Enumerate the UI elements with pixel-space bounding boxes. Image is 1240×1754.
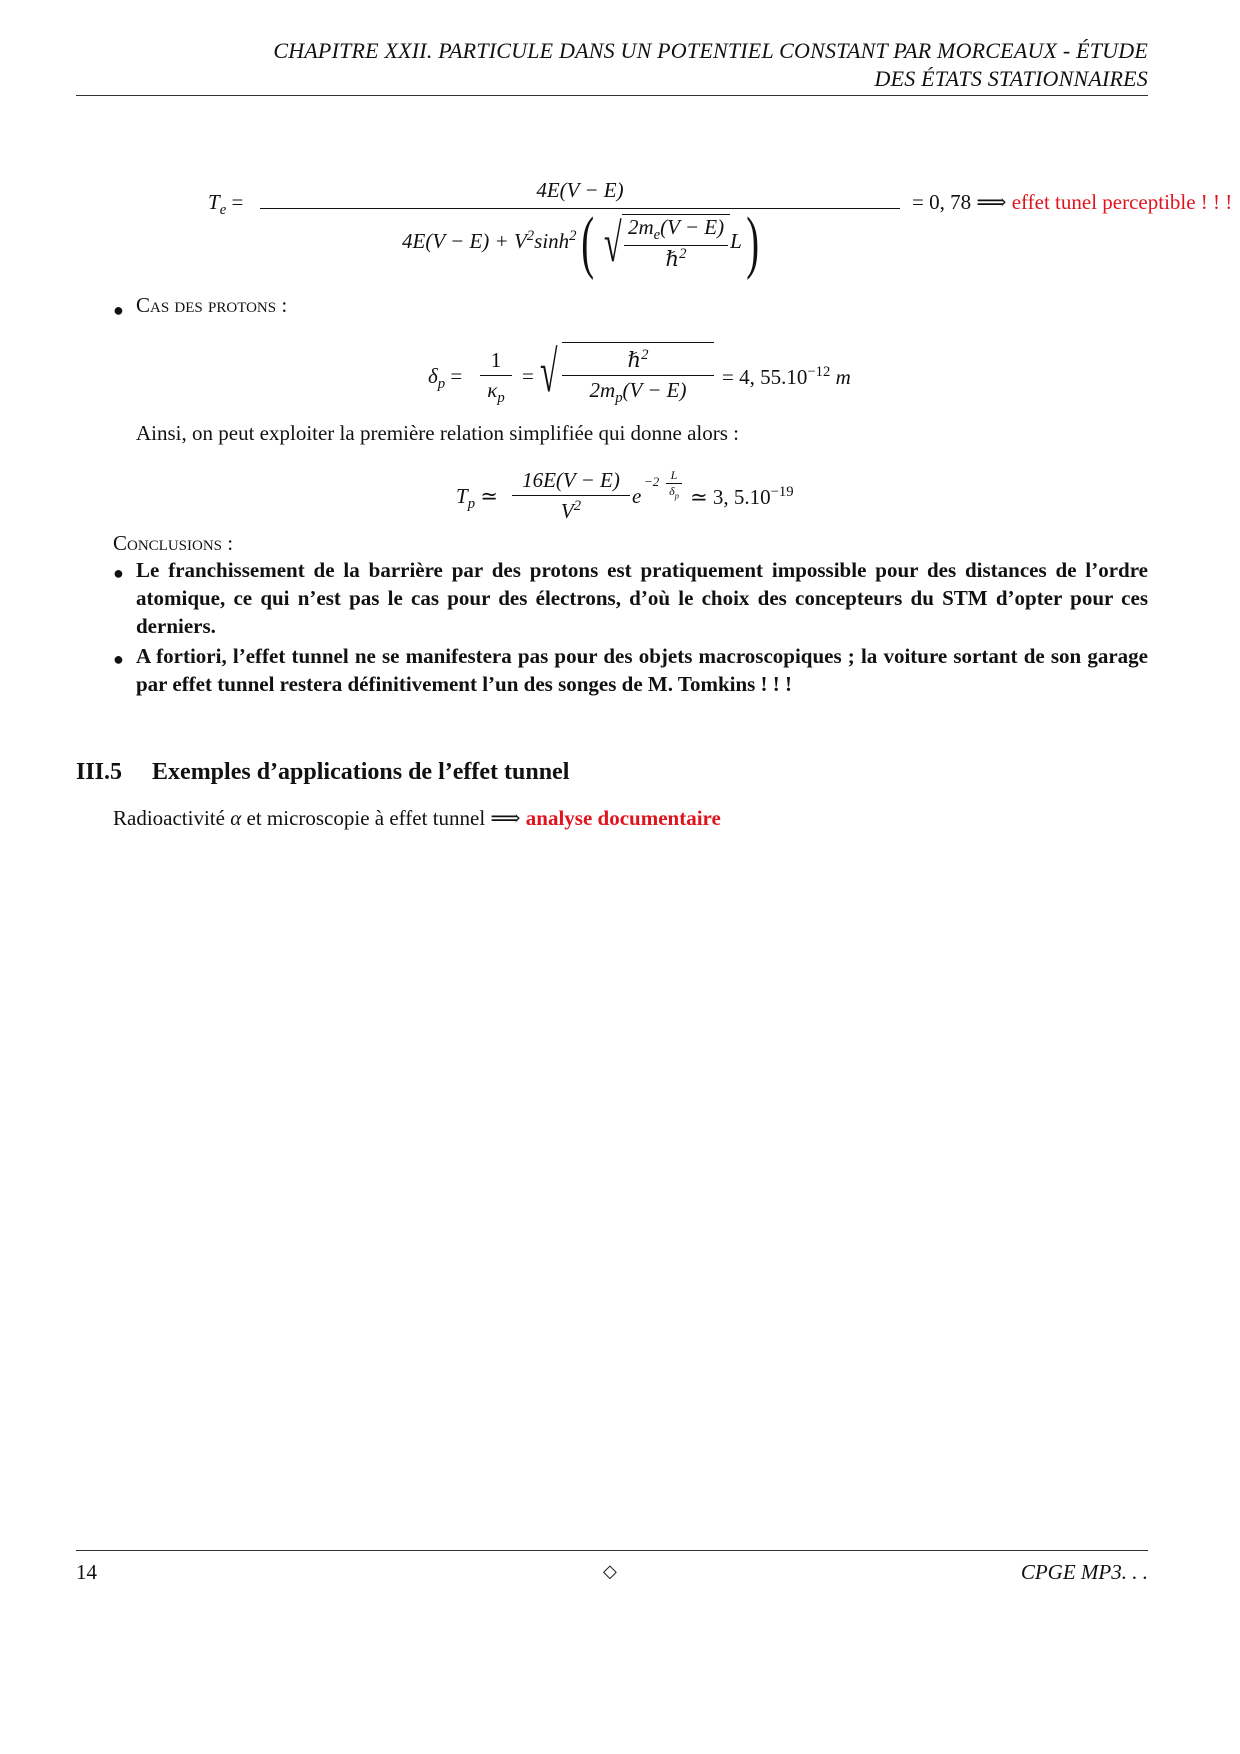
equation-delta-p: $\delta_p$ = 1 $\kappa_p$ = √ ℏ$^2$ $2m_p(V - E)$ = 4, $55.10^{-12}$ m xyxy=(428,339,851,407)
equation-tp: $T_p$ ≃ 16E(V − E) $V^2$ e −2 L $\delta_p$ ≃ 3, $5.10^{-19}$ xyxy=(456,468,794,523)
equation-te xyxy=(208,178,1233,288)
te-lhs: $T_e$ = xyxy=(208,190,244,219)
protons-heading: Cas des protons : xyxy=(136,293,288,317)
footer-rule xyxy=(76,1550,1148,1551)
section-paragraph: Radioactivité α et microscopie à effet tunnel ⟹ analyse documentaire xyxy=(113,806,721,830)
alpha-symbol: α xyxy=(230,806,242,830)
conclusion-item-1: Le franchissement de la barrière par des protons est pratiquement impossible pour des distances de l’ordre atomique, ce qui n’est pas le cas pour des électrons, d’où le choix des concepteurs du STM d’opter pour ces derniers. xyxy=(136,558,1148,638)
conclusions-heading: Conclusions : xyxy=(113,531,234,555)
footer-diamond-icon: ◇ xyxy=(603,1561,617,1581)
bullet-conclusion-2: ● xyxy=(113,649,124,669)
ainsi-paragraph: Ainsi, on peut exploiter la première relation simplifiée qui donne alors : xyxy=(136,421,740,445)
te-fraction xyxy=(260,178,900,281)
analyse-documentaire-link[interactable]: analyse documentaire xyxy=(525,806,721,830)
te-numerator: 4E(V − E) xyxy=(260,178,900,209)
section-heading xyxy=(76,759,569,786)
header-rule xyxy=(76,95,1148,96)
bullet-protons: ● xyxy=(113,300,124,320)
te-comment: effet tunel perceptible ! ! ! xyxy=(1011,190,1233,214)
section-number: III.5 xyxy=(76,759,123,785)
section-title: Exemples d’applications de l’effet tunnel xyxy=(152,759,570,785)
conclusion-item-2: A fortiori, l’effet tunnel ne se manifestera pas pour des objets macroscopiques ; la voiture sortant de son garage par effet tunnel restera définitivement l’un des songes de M. Tomkins ! ! ! xyxy=(136,644,1148,696)
running-header-line1: CHAPITRE XXII. PARTICULE DANS UN POTENTIEL CONSTANT PAR MORCEAUX - ÉTUDE xyxy=(273,38,1148,63)
footer-course: CPGE MP3. . . xyxy=(1020,1560,1148,1584)
running-header-line2: DES ÉTATS STATIONNAIRES xyxy=(874,66,1148,91)
te-denominator: $4E(V - E) + V^2\sinh^2$ ( √ $\frac{2m_e(V - E)}{\hbar^2}$ L ) xyxy=(402,204,759,281)
bullet-conclusion-1: ● xyxy=(113,563,124,583)
te-result: = 0, 78 ⟹ effet tunel perceptible ! ! ! xyxy=(912,190,1233,214)
page-number: 14 xyxy=(76,1560,97,1584)
